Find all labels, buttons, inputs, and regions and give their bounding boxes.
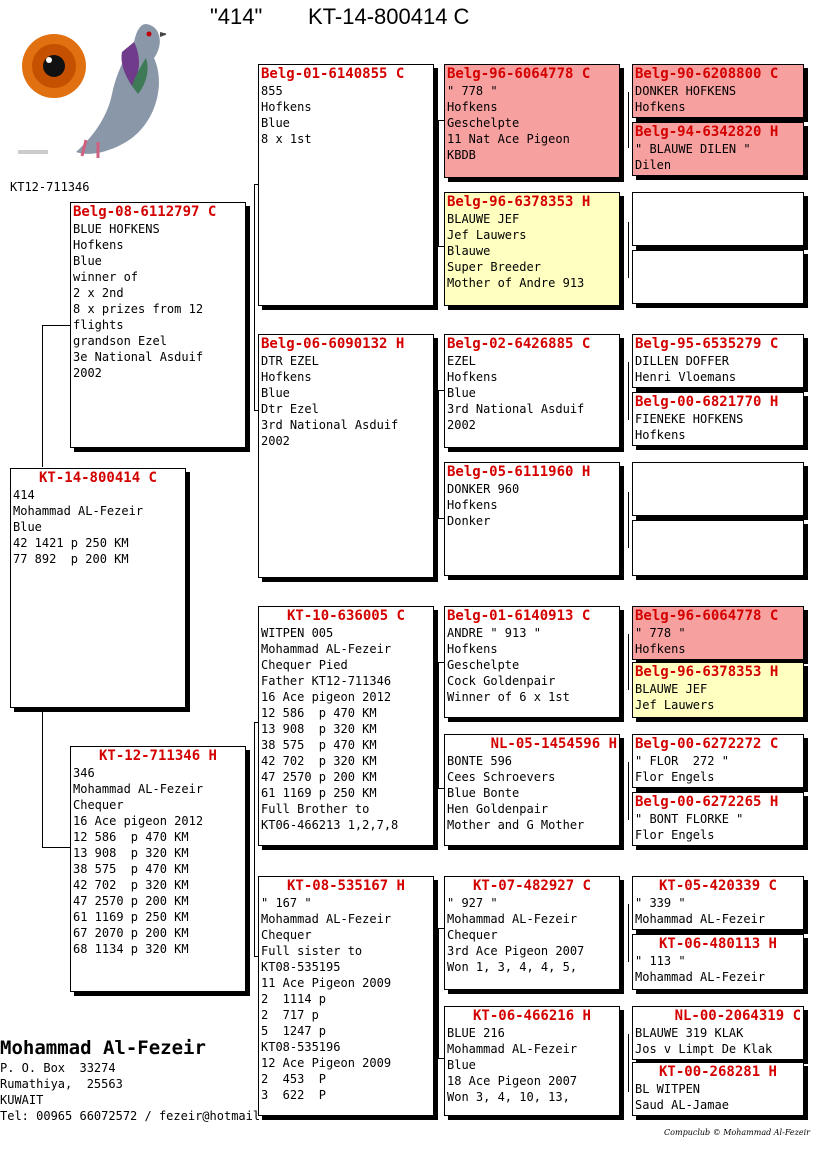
ancestor-card[interactable]: Belg-90-6208800 C DONKER HOFKENS Hofkens <box>632 64 804 118</box>
ring-number: KT-10-636005 C <box>286 608 405 624</box>
ring-number: KT-06-480113 H <box>658 936 777 952</box>
ring-number: KT-05-420339 C <box>658 878 777 894</box>
ring-number: Belg-96-6378353 H <box>447 194 591 210</box>
pedigree-title: "414" <box>210 4 263 29</box>
ring-number: Belg-05-6111960 H <box>447 464 591 480</box>
dam-card[interactable]: KT-12-711346 H 346 Mohammad AL-Fezeir Chequer 16 Ace pigeon 2012 12 586 p 470 KM 13 908 p 320 KM 38 575 p 470 KM 42 702 p 320 KM 47 2570 p 200 KM 61 1169 p 250 KM 67 2070 p 200 KM 68 1134 p 320 KM <box>70 746 246 992</box>
ring-number: Belg-96-6064778 C <box>447 66 591 82</box>
owner-contact: Tel: 00965 66072572 / fezeir@hotmail. <box>0 1109 268 1123</box>
photo-caption: KT12-711346 <box>10 180 90 194</box>
ring-number: Belg-08-6112797 C <box>73 204 217 220</box>
empty-ancestor-card[interactable] <box>632 520 804 576</box>
ring-number: Belg-96-6378353 H <box>635 664 779 680</box>
ancestor-card[interactable]: KT-07-482927 C " 927 " Mohammad AL-Fezeir Chequer 3rd Ace Pigeon 2007 Won 1, 3, 4, 4, 5, <box>444 876 620 990</box>
ancestor-card[interactable]: Belg-00-6272265 H " BONT FLORKE " Flor Engels <box>632 792 804 846</box>
ancestor-card[interactable]: Belg-02-6426885 C EZEL Hofkens Blue 3rd National Asduif 2002 <box>444 334 620 448</box>
ancestor-card[interactable]: KT-00-268281 H BL WITPEN Saud AL-Jamae <box>632 1062 804 1116</box>
sire-sire-card[interactable]: Belg-01-6140855 C 855 Hofkens Blue 8 x 1st <box>258 64 434 306</box>
owner-name: Mohammad Al-Fezeir <box>0 1037 206 1059</box>
ring-number: Belg-94-6342820 H <box>635 124 779 140</box>
pigeon-photo <box>16 14 166 164</box>
ancestor-card[interactable]: KT-06-466216 H BLUE 216 Mohammad AL-Fezeir Blue 18 Ace Pigeon 2007 Won 3, 4, 10, 13, <box>444 1006 620 1116</box>
ancestor-card[interactable]: NL-05-1454596 H BONTE 596 Cees Schroevers Blue Bonte Hen Goldenpair Mother and G Mother <box>444 734 620 846</box>
ring-number: KT-06-466216 H <box>472 1008 591 1024</box>
ring-number: Belg-90-6208800 C <box>635 66 779 82</box>
ancestor-card[interactable]: Belg-05-6111960 H DONKER 960 Hofkens Donker <box>444 462 620 576</box>
ancestor-card[interactable]: Belg-01-6140913 C ANDRE " 913 " Hofkens Geschelpte Cock Goldenpair Winner of 6 x 1st <box>444 606 620 718</box>
ancestor-card[interactable]: Belg-96-6378353 H BLAUWE JEF Jef Lauwers <box>632 662 804 718</box>
ring-number: Belg-95-6535279 C <box>635 336 779 352</box>
ring-number: Belg-00-6272272 C <box>635 736 779 752</box>
ancestor-card[interactable]: Belg-94-6342820 H " BLAUWE DILEN " Dilen <box>632 122 804 176</box>
ring-number: KT-00-268281 H <box>658 1064 777 1080</box>
owner-block: Mohammad Al-Fezeir P. O. Box 33274 Rumathiya, 25563 KUWAIT Tel: 00965 66072572 / fezeir@hotmail. <box>0 1037 268 1123</box>
ancestor-card[interactable]: Belg-96-6378353 H BLAUWE JEF Jef Lauwers Blauwe Super Breeder Mother of Andre 913 <box>444 192 620 306</box>
ring-number: Belg-01-6140855 C <box>261 66 405 82</box>
dam-dam-card[interactable]: KT-08-535167 H " 167 " Mohammad AL-Fezeir Chequer Full sister to KT08-535195 11 Ace Pigeon 2009 2 1114 p 2 717 p 5 1247 p KT08-535196 12 Ace Pigeon 2009 2 453 P 3 622 P <box>258 876 434 1116</box>
empty-ancestor-card[interactable] <box>632 462 804 516</box>
sire-card[interactable]: Belg-08-6112797 C BLUE HOFKENS Hofkens Blue winner of 2 x 2nd 8 x prizes from 12 flights grandson Ezel 3e National Asduif 2002 <box>70 202 246 448</box>
ancestor-card[interactable]: Belg-95-6535279 C DILLEN DOFFER Henri Vloemans <box>632 334 804 388</box>
ring-number: KT-07-482927 C <box>472 878 591 894</box>
sire-dam-card[interactable]: Belg-06-6090132 H DTR EZEL Hofkens Blue Dtr Ezel 3rd National Asduif 2002 <box>258 334 434 578</box>
ring-number: Belg-00-6272265 H <box>635 794 779 810</box>
ancestor-card[interactable]: Belg-00-6821770 H FIENEKE HOFKENS Hofkens <box>632 392 804 446</box>
ring-number: NL-00-2064319 C <box>674 1008 801 1024</box>
ancestor-card[interactable]: Belg-00-6272272 C " FLOR 272 " Flor Engels <box>632 734 804 788</box>
ancestor-card[interactable]: NL-00-2064319 C BLAUWE 319 KLAK Jos v Limpt De Klak <box>632 1006 804 1060</box>
ring-number: KT-14-800414 C <box>38 470 157 486</box>
pedigree-ring: KT-14-800414 C <box>308 4 470 29</box>
ancestor-card[interactable]: Belg-96-6064778 C " 778 " Hofkens <box>632 606 804 660</box>
ancestor-card[interactable]: KT-06-480113 H " 113 " Mohammad AL-Fezeir <box>632 934 804 990</box>
ring-number: Belg-06-6090132 H <box>261 336 405 352</box>
copyright: Compuclub © Mohammad Al-Fezeir <box>664 1128 810 1137</box>
ring-number: KT-08-535167 H <box>286 878 405 894</box>
empty-ancestor-card[interactable] <box>632 250 804 304</box>
subject-card[interactable]: KT-14-800414 C 414 Mohammad AL-Fezeir Blue 42 1421 p 250 KM 77 892 p 200 KM <box>10 468 186 708</box>
ancestor-card[interactable]: KT-05-420339 C " 339 " Mohammad AL-Fezeir <box>632 876 804 930</box>
ring-number: Belg-01-6140913 C <box>447 608 591 624</box>
ancestor-card[interactable]: Belg-96-6064778 C " 778 " Hofkens Geschelpte 11 Nat Ace Pigeon KBDB <box>444 64 620 178</box>
ring-number: NL-05-1454596 H <box>490 736 617 752</box>
ring-number: Belg-96-6064778 C <box>635 608 779 624</box>
ring-number: KT-12-711346 H <box>98 748 217 764</box>
ring-number: Belg-02-6426885 C <box>447 336 591 352</box>
empty-ancestor-card[interactable] <box>632 192 804 246</box>
dam-sire-card[interactable]: KT-10-636005 C WITPEN 005 Mohammad AL-Fezeir Chequer Pied Father KT12-711346 16 Ace pigeon 2012 12 586 p 470 KM 13 908 p 320 KM 38 575 p 470 KM 42 702 p 320 KM 47 2570 p 200 KM 61 1169 p 250 KM Full Brother to KT06-466213 1,2,7,8 <box>258 606 434 846</box>
ring-number: Belg-00-6821770 H <box>635 394 779 410</box>
